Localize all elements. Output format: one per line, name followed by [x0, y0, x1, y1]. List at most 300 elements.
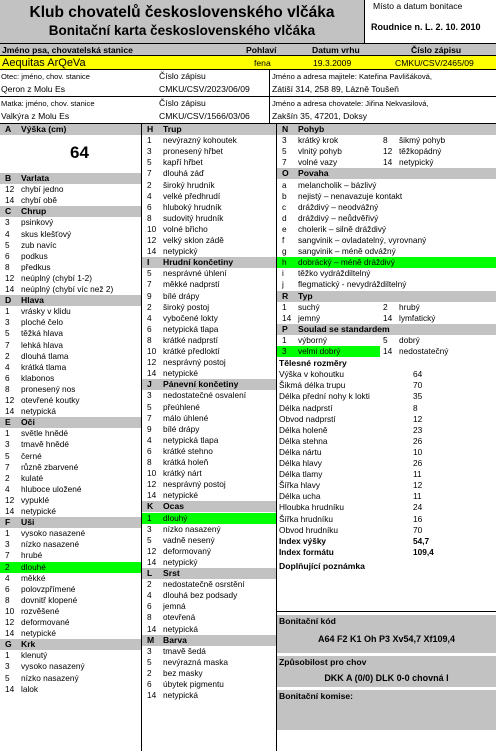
list-item: [0, 351, 141, 362]
item-number: 7: [147, 168, 152, 179]
section-header-I: [142, 257, 276, 268]
item-number: c: [282, 201, 287, 212]
measure-value: 70: [413, 380, 423, 391]
list-item: [277, 268, 496, 279]
item-label: pronesený hřbet: [163, 146, 223, 157]
item-label: vadně nesený: [163, 534, 215, 545]
list-item: [142, 235, 276, 246]
measure-value: 54,7: [413, 535, 430, 546]
list-item: [142, 424, 276, 435]
section-key: L: [147, 568, 153, 578]
item-number: 1: [5, 306, 10, 317]
item-label: pronesený nos: [21, 383, 76, 394]
item-number: 5: [282, 146, 287, 157]
measure-row: [279, 425, 489, 436]
list-item: [142, 224, 276, 235]
item-number: 12: [5, 184, 15, 195]
item-number: b: [282, 190, 287, 201]
section-key: I: [147, 257, 150, 268]
measure-label: Obvod hrudníku: [279, 524, 339, 535]
item-label: bílé drápy: [163, 423, 200, 434]
item-number: 4: [147, 590, 152, 601]
item-number: 14: [5, 506, 15, 516]
list-item: [0, 195, 141, 206]
item-label: široký hrudník: [163, 179, 215, 190]
item-label: světle hnědé: [21, 428, 69, 439]
item-number: 14: [147, 246, 157, 257]
item-number: 5: [147, 268, 152, 279]
section-key: G: [5, 639, 12, 650]
item-label: málo úhlené: [163, 412, 209, 423]
item-number: 8: [147, 457, 152, 467]
dog-name: Aequitas ArQeVa: [2, 57, 86, 69]
item-label: netypické: [163, 368, 199, 379]
item-label: předkus: [21, 261, 51, 272]
item-number: 14: [5, 195, 15, 206]
item-number: 4: [147, 190, 152, 201]
section-title: Pohyb: [298, 124, 325, 134]
commission-title: Bonitační komise:: [279, 691, 354, 701]
item-label: chybí jedno: [21, 184, 64, 195]
item-label: ploché čelo: [21, 317, 63, 328]
col-birth-heading: Datum vrhu: [312, 45, 360, 55]
section-key: M: [147, 634, 155, 645]
item-number: 7: [5, 339, 10, 350]
item-number: 14: [5, 406, 15, 417]
item-label: netypická: [163, 690, 199, 701]
list-item: [277, 235, 496, 246]
place-value: Roudnice n. L. 2. 10. 2010: [371, 22, 481, 32]
list-item: [0, 284, 141, 295]
item-number: 9: [147, 423, 152, 434]
section-key: F: [5, 517, 11, 528]
list-item: [0, 684, 141, 695]
item-number: 2: [5, 561, 10, 572]
item-label: polovzpřímené: [21, 583, 76, 594]
item-label: šikmý pohyb: [399, 135, 446, 146]
list-item: [0, 328, 141, 339]
item-number: 5: [5, 672, 10, 683]
measure-value: 109,4: [413, 546, 434, 557]
item-label: nedostatečně osrstění: [163, 579, 245, 590]
list-item: [0, 273, 141, 284]
item-label: dráždivý – neůdvěřivý: [298, 212, 379, 223]
item-label: jemná: [163, 601, 186, 612]
section-title: Povaha: [298, 168, 329, 179]
item-number: 3: [147, 523, 152, 534]
item-label: těžká hlava: [21, 328, 63, 339]
section-key: H: [147, 124, 154, 134]
mother-label: Matka: jméno, chov. stanice: [1, 99, 95, 108]
section-key: N: [282, 124, 289, 134]
item-number: 14: [5, 628, 15, 639]
item-label: nízko nasazený: [163, 523, 221, 534]
item-number: 4: [5, 361, 10, 372]
item-number: j: [282, 279, 284, 290]
place-label: Místo a datum bonitace: [373, 1, 463, 11]
measure-value: 24: [413, 502, 423, 513]
item-number: 14: [147, 623, 157, 634]
item-label: krátká holeň: [163, 457, 209, 467]
item-label: zub navíc: [21, 239, 57, 250]
item-number: 7: [282, 157, 287, 168]
measure-row: [279, 514, 489, 525]
item-label: lalok: [21, 683, 39, 694]
item-label: netypický: [163, 556, 198, 567]
item-number: 10: [147, 468, 157, 479]
item-label: tmavě šedá: [163, 645, 206, 656]
item-label: deformované: [21, 617, 70, 627]
measures-title: Tělesné rozměry: [279, 358, 347, 369]
code-title: Bonitační kód: [279, 616, 336, 626]
item-label: hluboký hrudník: [163, 201, 222, 212]
item-number: 8: [5, 383, 10, 394]
section-title: Hlava: [21, 295, 44, 306]
item-label: vysoko nasazené: [21, 528, 86, 539]
height-value: 64: [70, 143, 89, 163]
item-label: netypické: [163, 490, 199, 501]
item-label: netypická tlapa: [163, 323, 219, 334]
measure-label: Šikmá délka trupu: [279, 380, 346, 391]
item-number: 3: [5, 539, 10, 550]
list-item: [142, 646, 276, 657]
list-item: [142, 524, 276, 535]
item-number: 6: [5, 372, 10, 383]
list-item: [142, 535, 276, 546]
father-box: [0, 70, 270, 97]
item-number: 3: [5, 217, 10, 228]
item-number: 5: [5, 450, 10, 461]
item-label: sangvinik – ovladatelný, vyrovnaný: [298, 235, 427, 245]
item-number: 4: [5, 228, 10, 239]
item-number: 6: [147, 201, 152, 212]
section-header-H: [142, 124, 276, 135]
section-key: A: [5, 124, 12, 134]
father-name: Qeron z Molu Es: [1, 84, 65, 94]
father-reg: CMKU/CSV/2023/06/09: [159, 84, 250, 94]
measure-row: [279, 480, 489, 491]
item-label: netypická tlapa: [163, 434, 219, 445]
item-label: vlnitý pohyb: [298, 146, 342, 157]
item-label: tmavě hnědé: [21, 439, 69, 450]
list-item: [0, 650, 141, 661]
item-number: 3: [5, 661, 10, 672]
measure-label: Hloubka hrudníku: [279, 502, 345, 513]
section-title: Srst: [163, 568, 180, 578]
list-item: [142, 157, 276, 168]
item-label: různě zbarvené: [21, 461, 79, 472]
list-item: [0, 340, 141, 351]
item-number: 3: [147, 146, 152, 157]
col-sex-heading: Pohlaví: [246, 45, 277, 55]
item-label: netypické: [21, 506, 57, 516]
list-item: [142, 457, 276, 468]
list-item: [142, 601, 276, 612]
item-label: kapří hřbet: [163, 157, 203, 168]
item-label: skus klešťový: [21, 228, 72, 239]
item-label: nízko nasazený: [21, 672, 79, 683]
item-label: chybí obě: [21, 195, 57, 206]
item-number: 3: [147, 645, 152, 656]
list-item: [142, 313, 276, 324]
item-number: 3: [282, 346, 287, 356]
list-item: [142, 468, 276, 479]
item-number: 1: [5, 528, 10, 539]
item-label: nevýrazný kohoutek: [163, 135, 237, 146]
item-label: dlouhá bez podsady: [163, 590, 238, 601]
list-item: [277, 246, 496, 257]
item-label: podkus: [21, 250, 48, 261]
list-item: [0, 484, 141, 495]
list-item: [142, 368, 276, 379]
list-item: [0, 606, 141, 617]
measure-row: [279, 458, 489, 469]
item-number: 6: [147, 679, 152, 689]
item-number: 7: [147, 412, 152, 423]
list-item: [142, 302, 276, 313]
item-number: 6: [147, 445, 152, 456]
list-item: [0, 406, 141, 417]
mother-box: [0, 97, 270, 124]
item-number: 1: [282, 301, 287, 312]
item-label: nedostatečný: [399, 346, 449, 356]
item-label: nejistý – nenavazuje kontakt: [298, 190, 403, 201]
item-label: volné vazy: [298, 157, 338, 168]
item-label: netypický: [399, 157, 434, 168]
item-label: otevřené koutky: [21, 395, 80, 405]
item-label: hluboce uložené: [21, 483, 82, 494]
item-number: 12: [5, 617, 15, 627]
item-number: d: [282, 212, 287, 223]
measure-row: [279, 536, 489, 547]
item-number: 7: [147, 279, 152, 290]
list-item: [277, 346, 496, 357]
list-item: [142, 679, 276, 690]
item-label: velký sklon zádě: [163, 235, 224, 245]
list-item: [142, 446, 276, 457]
item-label: vrásky v klidu: [21, 306, 71, 317]
item-label: velmi dobrý: [298, 346, 341, 356]
list-item: [142, 335, 276, 346]
dog-birth: 19.3.2009: [313, 58, 352, 68]
item-number: 5: [5, 239, 10, 250]
list-item: [277, 257, 496, 268]
item-number: 4: [5, 572, 10, 583]
list-item: [142, 279, 276, 290]
item-number: i: [282, 268, 284, 279]
list-item: [0, 595, 141, 606]
list-item: [277, 191, 496, 202]
measure-value: 26: [413, 458, 423, 468]
item-number: 8: [147, 612, 152, 623]
section-header-N: [277, 124, 496, 135]
section-key: P: [282, 323, 288, 334]
list-item: [0, 229, 141, 240]
mother-reg: CMKU/CSV/1566/03/06: [159, 111, 250, 121]
item-label: krátké předloktí: [163, 346, 220, 356]
owner-line1: Jméno a adresa majitele: Kateřina Pavlišáková,: [272, 72, 432, 81]
list-item: [277, 146, 496, 157]
code-value: A64 F2 K1 Oh P3 Xv54,7 Xf109,4: [317, 634, 456, 644]
list-item: [0, 473, 141, 484]
item-number: 4: [5, 483, 10, 494]
measure-label: Délka přední nohy k lokti: [279, 391, 370, 402]
section-title: Výška (cm): [21, 124, 67, 134]
measure-label: Délka ucha: [279, 491, 321, 502]
section-header-K: [142, 501, 276, 512]
item-label: hrubý: [399, 301, 420, 312]
item-number: e: [282, 223, 287, 234]
item-number: h: [282, 257, 287, 268]
item-number: 7: [5, 461, 10, 472]
list-item: [0, 550, 141, 561]
usage-title: Způsobilost pro chov: [279, 657, 367, 667]
list-item: [142, 246, 276, 257]
list-item: [142, 413, 276, 424]
father-reg-label: Číslo zápisu: [159, 71, 206, 81]
measure-row: [279, 491, 489, 502]
section-header-O: [277, 168, 496, 179]
measure-label: Výška v kohoutku: [279, 369, 345, 380]
item-label: psinkový: [21, 217, 54, 228]
measure-value: 12: [413, 413, 423, 424]
measure-value: 23: [413, 424, 423, 435]
item-label: úbytek pigmentu: [163, 679, 224, 689]
list-item: [277, 302, 496, 313]
item-number: 12: [5, 494, 15, 505]
breeder-line1: Jméno a adresa chovatele: Jiřina Nekvasilová,: [272, 99, 429, 108]
measure-row: [279, 369, 489, 380]
item-number: 6: [147, 323, 152, 334]
list-item: [142, 479, 276, 490]
item-number: 5: [147, 401, 152, 412]
list-item: [142, 668, 276, 679]
list-item: [0, 439, 141, 450]
item-number: 2: [5, 472, 10, 483]
list-item: [142, 268, 276, 279]
item-number: 14: [5, 683, 15, 694]
measure-row: [279, 547, 489, 558]
list-item: [0, 240, 141, 251]
list-item: [142, 590, 276, 601]
item-number: 6: [147, 601, 152, 612]
section-title: Pánevní končetiny: [163, 379, 239, 390]
list-item: [0, 617, 141, 628]
item-label: flegmatický - nevydráždiltelný: [298, 279, 407, 290]
item-label: klabonos: [21, 372, 55, 383]
measure-row: [279, 403, 489, 414]
item-label: dráždivý – neodvážný: [298, 201, 379, 212]
list-item: [142, 346, 276, 357]
section-key: J: [147, 379, 152, 390]
list-item: [0, 362, 141, 373]
item-label: jemný: [298, 312, 321, 323]
section-header-C: [0, 206, 141, 217]
item-label: otevřená: [163, 612, 196, 623]
list-item: [0, 306, 141, 317]
col-reg-heading: Číslo zápisu: [411, 45, 462, 55]
mother-name: Valkýra z Molu Es: [1, 111, 70, 121]
list-item: [0, 317, 141, 328]
list-item: [277, 224, 496, 235]
section-title: Soulad se standardem: [298, 323, 390, 334]
section-title: Oči: [21, 417, 35, 428]
item-number: 5: [147, 534, 152, 545]
list-item: [0, 661, 141, 672]
breeder-box: [270, 97, 496, 124]
item-number: 5: [5, 328, 10, 339]
item-label: kulaté: [21, 472, 44, 483]
item-label: nesprávný postoj: [163, 479, 226, 490]
item-number: 12: [147, 479, 157, 490]
item-label: deformovaný: [163, 545, 211, 556]
item-label: měkké: [21, 572, 46, 583]
list-item: [142, 291, 276, 302]
item-label: krátké stehno: [163, 445, 213, 456]
list-item: [142, 546, 276, 557]
measure-label: Index výšky: [279, 535, 327, 546]
item-number: 1: [147, 512, 152, 523]
list-item: [142, 557, 276, 568]
item-number: 12: [147, 357, 157, 368]
list-item: [0, 673, 141, 684]
item-label: netypická: [21, 406, 57, 417]
divider-code: [277, 611, 496, 613]
parents-block: [0, 70, 496, 124]
item-number: 14: [147, 690, 157, 701]
measure-label: Délka nártu: [279, 446, 322, 457]
section-key: K: [147, 501, 154, 512]
list-item: [0, 562, 141, 573]
item-number: 14: [147, 368, 157, 379]
list-item: [142, 513, 276, 524]
item-number: 3: [5, 317, 10, 328]
list-item: [0, 462, 141, 473]
item-number: 12: [147, 545, 157, 556]
item-label: sangvinik – méně odvážný: [298, 246, 396, 257]
section-header-L: [142, 568, 276, 579]
item-label: dlouhá tlama: [21, 350, 69, 361]
item-number: 12: [383, 146, 393, 157]
section-header-F: [0, 517, 141, 528]
section-title: Chrup: [21, 206, 47, 217]
list-item: [142, 624, 276, 635]
measure-row: [279, 391, 489, 402]
item-label: klenutý: [21, 650, 48, 661]
list-item: [142, 202, 276, 213]
item-number: 8: [147, 212, 152, 223]
section-header-D: [0, 295, 141, 306]
item-label: velké předhrudí: [163, 190, 221, 201]
item-number: 12: [147, 235, 157, 245]
list-item: [0, 628, 141, 639]
item-label: dlouhý: [163, 512, 188, 523]
item-label: nesprávné úhlení: [163, 268, 227, 279]
item-number: 12: [5, 395, 15, 405]
item-number: 5: [383, 334, 388, 345]
measure-value: 10: [413, 446, 423, 457]
item-label: nedostatečné osvalení: [163, 390, 247, 401]
list-item: [142, 357, 276, 368]
item-label: široký postoj: [163, 301, 210, 312]
measure-value: 16: [413, 513, 423, 524]
item-number: 14: [383, 157, 393, 168]
item-label: těžkopádný: [399, 146, 442, 157]
section-header-E: [0, 417, 141, 428]
item-number: 2: [147, 579, 152, 590]
col-name-heading: Jméno psa, chovatelská stanice: [2, 45, 133, 55]
item-label: dovnitř klopené: [21, 594, 78, 605]
